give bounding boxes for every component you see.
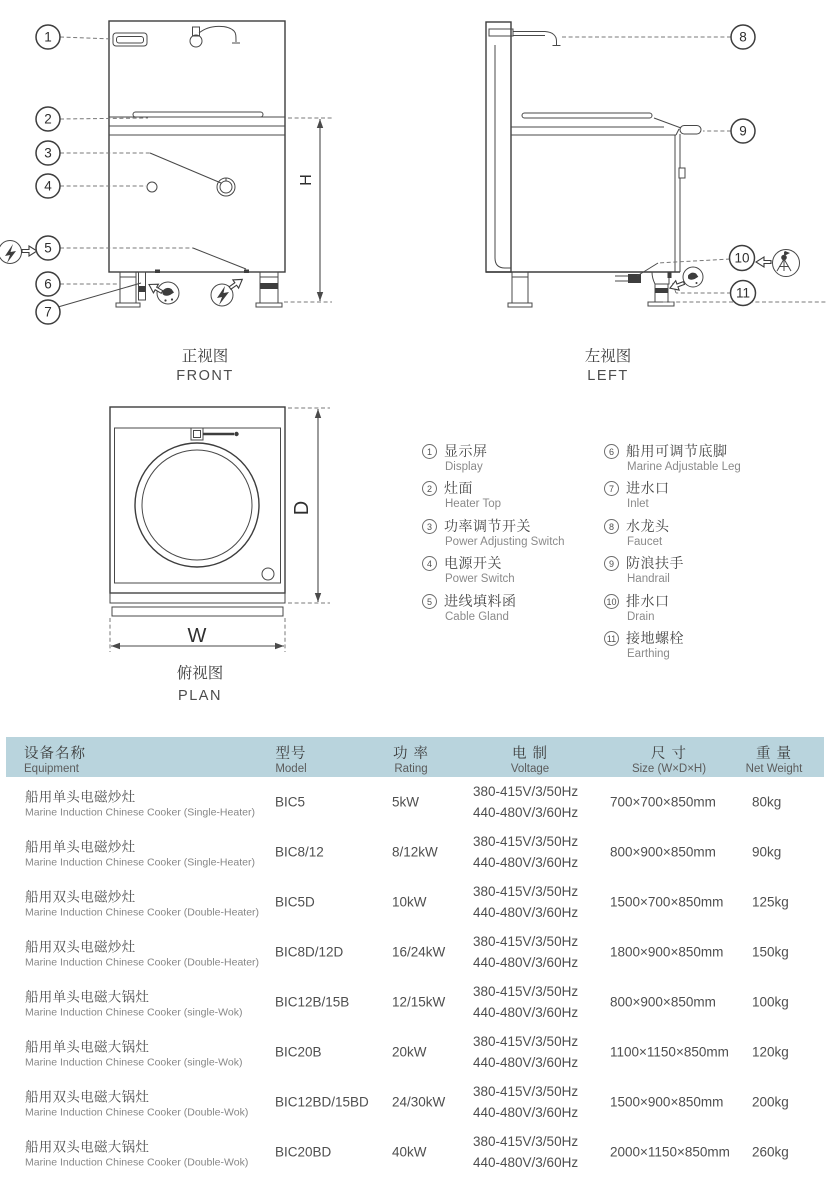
voltage-line-2: 440-480V/3/60Hz	[473, 1055, 579, 1070]
size-value: 700×700×850mm	[610, 794, 716, 810]
earthing-bolt-mark	[668, 272, 672, 278]
voltage-line-2: 440-480V/3/60Hz	[473, 805, 579, 820]
equipment-name	[25, 1036, 243, 1069]
size-value: 1500×900×850mm	[610, 1094, 724, 1110]
legend-number: 1	[422, 444, 437, 459]
col-header-rating-en: Rating	[394, 763, 428, 775]
equipment-name	[25, 1136, 248, 1169]
legend-label-zh: 船用可调节底脚	[626, 443, 728, 459]
equipment-name	[25, 786, 255, 819]
col-header-rating-zh: 功 率	[392, 746, 430, 762]
svg-text:3: 3	[44, 145, 52, 161]
voltage-line-1: 380-415V/3/50Hz	[473, 784, 579, 799]
col-header-model-en: Model	[275, 763, 307, 775]
front-view-title-zh: 正视图	[181, 348, 229, 365]
legend-label-en: Drain	[627, 610, 655, 623]
arrow-icon	[756, 257, 771, 267]
equipment-name-zh: 船用单头电磁大锅灶	[25, 1039, 150, 1055]
legend-label-zh: 灶面	[444, 480, 473, 497]
equipment-name-en: Marine Induction Chinese Cooker (single-Wok)	[25, 1006, 243, 1019]
model-value: BIC5	[275, 794, 306, 810]
callout-1	[36, 25, 60, 49]
left-view-title-zh: 左视图	[584, 348, 632, 365]
model-value: BIC5D	[275, 894, 315, 910]
legend-item	[604, 516, 830, 553]
legend-number: 7	[604, 481, 619, 496]
svg-text:4: 4	[44, 178, 52, 194]
power-knob	[217, 178, 235, 196]
callout-7	[36, 300, 60, 324]
legend-item	[604, 478, 830, 515]
voltage-line-1: 380-415V/3/50Hz	[473, 984, 579, 999]
legend-item	[422, 478, 604, 515]
equipment-name-en: Marine Induction Chinese Cooker (Double-Heater)	[25, 906, 260, 919]
equipment-name-zh: 船用单头电磁大锅灶	[25, 989, 150, 1005]
svg-text:8: 8	[739, 29, 747, 45]
size-value: 800×900×850mm	[610, 844, 716, 860]
legend-label-zh: 接地螺栓	[626, 629, 684, 646]
faucet-side	[489, 29, 561, 46]
equipment-name	[25, 1086, 248, 1119]
col-header-model-zh: 型号	[275, 746, 307, 762]
col-header-equipment-en: Equipment	[24, 763, 79, 775]
voltage-line-2: 440-480V/3/60Hz	[473, 955, 579, 970]
front-legs	[116, 272, 282, 307]
voltage-line-2: 440-480V/3/60Hz	[473, 1155, 579, 1170]
legend-label-en: Earthing	[627, 647, 670, 660]
model-value: BIC8D/12D	[275, 944, 344, 960]
callout-3	[36, 141, 60, 165]
legend-label-en: Display	[445, 461, 483, 473]
voltage-line-1: 380-415V/3/50Hz	[473, 1134, 579, 1149]
col-header-weight	[746, 742, 803, 775]
callout-5	[36, 236, 60, 260]
drain-pipe	[615, 272, 674, 306]
size-value: 1800×900×850mm	[610, 944, 724, 960]
col-header-equipment	[24, 742, 86, 775]
voltage-line-2: 440-480V/3/60Hz	[473, 905, 579, 920]
voltage-line-1: 380-415V/3/50Hz	[473, 1034, 579, 1049]
equipment-name-zh: 船用双头电磁炒灶	[25, 889, 136, 905]
weight-value: 100kg	[752, 994, 789, 1010]
svg-text:10: 10	[734, 250, 750, 266]
svg-text:9: 9	[739, 123, 747, 139]
table-row	[0, 877, 830, 927]
model-value: BIC8/12	[275, 844, 324, 860]
rating-value: 20kW	[392, 1044, 427, 1060]
legend-label-zh: 进线填料函	[444, 592, 517, 609]
table-row	[0, 1077, 830, 1127]
legend-label-zh: 电源开关	[444, 555, 502, 572]
legend	[408, 441, 830, 665]
legend-number: 3	[422, 519, 437, 534]
cable-gland-mark	[244, 270, 249, 274]
legend-item	[422, 591, 604, 628]
equipment-name-en: Marine Induction Chinese Cooker (Double-Wok)	[25, 1106, 249, 1119]
col-header-size-en: Size (W×D×H)	[631, 763, 707, 775]
col-header-weight-zh: 重 量	[755, 746, 793, 762]
weight-value: 90kg	[752, 844, 782, 860]
callout-2	[36, 107, 60, 131]
equipment-name-en: Marine Induction Chinese Cooker (Double-Wok)	[25, 1156, 249, 1169]
weight-value: 200kg	[752, 1094, 789, 1110]
equipment-name-en: Marine Induction Chinese Cooker (single-Wok)	[25, 1056, 243, 1069]
voltage-line-1: 380-415V/3/50Hz	[473, 1084, 579, 1099]
callout-11	[731, 281, 756, 306]
legend-number: 9	[604, 556, 619, 571]
legend-label-en: Faucet	[627, 535, 663, 548]
table-body	[0, 777, 830, 1177]
rating-value: 8/12kW	[392, 844, 438, 860]
legend-column-right	[604, 441, 830, 665]
display-window	[113, 33, 147, 46]
wok-opening	[135, 443, 259, 567]
weight-value: 260kg	[752, 1144, 789, 1160]
arrow-icon	[22, 246, 37, 256]
model-value: BIC20B	[275, 1044, 322, 1060]
legend-number: 2	[422, 481, 437, 496]
table-row	[0, 827, 830, 877]
equipment-name	[25, 936, 259, 969]
faucet-plan	[191, 428, 239, 440]
equipment-name-zh: 船用单头电磁炒灶	[25, 789, 136, 805]
voltage-value	[473, 1081, 578, 1123]
weight-value: 125kg	[752, 894, 789, 910]
legend-label-en: Marine Adjustable Leg	[627, 461, 741, 473]
lightning-icon	[0, 241, 22, 264]
col-header-model	[275, 742, 306, 775]
table-row	[0, 1127, 830, 1177]
voltage-line-2: 440-480V/3/60Hz	[473, 1005, 579, 1020]
voltage-value	[473, 781, 578, 823]
front-view-drawing	[0, 21, 332, 384]
rating-value: 5kW	[392, 794, 419, 810]
equipment-name-en: Marine Induction Chinese Cooker (Double-Heater)	[25, 956, 260, 969]
legend-item	[604, 628, 830, 665]
voltage-line-1: 380-415V/3/50Hz	[473, 884, 579, 899]
legend-number: 8	[604, 519, 619, 534]
col-header-rating	[393, 742, 429, 775]
faucet-front	[190, 26, 240, 47]
legend-item	[604, 553, 830, 590]
legend-label-en: Cable Gland	[445, 610, 509, 623]
col-header-voltage	[511, 742, 549, 775]
callout-8	[731, 25, 755, 49]
arrow-icon	[147, 280, 165, 296]
equipment-name	[25, 886, 259, 919]
legend-label-zh: 功率调节开关	[444, 517, 531, 534]
heater-top-tray	[133, 112, 263, 117]
voltage-value	[473, 931, 578, 973]
legend-number: 10	[604, 594, 619, 609]
power-switch	[147, 182, 157, 192]
drain-equipment-icon	[773, 250, 800, 277]
legend-column-left	[408, 441, 604, 665]
size-value: 2000×1150×850mm	[610, 1144, 730, 1160]
legend-label-en: Power Switch	[445, 573, 515, 586]
weight-value: 150kg	[752, 944, 789, 960]
voltage-line-2: 440-480V/3/60Hz	[473, 1105, 579, 1120]
left-view-drawing	[486, 22, 828, 384]
legend-label-zh: 防浪扶手	[626, 555, 684, 572]
legend-label-en: Power Adjusting Switch	[445, 535, 565, 548]
dim-w-label: W	[187, 625, 207, 647]
arrow-icon	[227, 275, 245, 292]
legend-label-zh: 排水口	[626, 592, 670, 609]
voltage-value	[473, 1131, 578, 1173]
legend-number: 6	[604, 444, 619, 459]
table-row	[0, 777, 830, 827]
size-value: 1500×700×850mm	[610, 894, 724, 910]
plan-view-title-en: PLAN	[178, 688, 222, 704]
voltage-line-1: 380-415V/3/50Hz	[473, 934, 579, 949]
table-row	[0, 927, 830, 977]
weight-value: 80kg	[752, 794, 782, 810]
model-value: BIC12B/15B	[275, 994, 350, 1010]
legend-item	[422, 553, 604, 590]
col-header-equipment-zh: 设备名称	[24, 746, 86, 762]
svg-text:11: 11	[735, 285, 751, 301]
cable-gland-mark	[155, 270, 160, 274]
legend-item	[604, 441, 830, 478]
size-value: 800×900×850mm	[610, 994, 716, 1010]
plan-view-drawing	[110, 407, 330, 704]
voltage-value	[473, 1031, 578, 1073]
legend-item	[604, 591, 830, 628]
legend-label-zh: 显示屏	[444, 443, 488, 459]
equipment-name-zh: 船用双头电磁大锅灶	[25, 1139, 150, 1155]
callout-6	[36, 272, 60, 296]
drain-hole	[262, 568, 274, 580]
dim-h-label: H	[298, 174, 315, 186]
svg-text:6: 6	[44, 276, 52, 292]
voltage-value	[473, 881, 578, 923]
callout-9	[731, 119, 755, 143]
model-value: BIC20BD	[275, 1144, 332, 1160]
rating-value: 10kW	[392, 894, 427, 910]
svg-text:1: 1	[44, 29, 52, 45]
equipment-name-en: Marine Induction Chinese Cooker (Single-Heater)	[25, 806, 255, 819]
equipment-name-zh: 船用双头电磁炒灶	[25, 939, 136, 955]
rating-value: 12/15kW	[392, 994, 446, 1010]
size-value: 1100×1150×850mm	[610, 1044, 729, 1060]
col-header-weight-en: Net Weight	[745, 763, 803, 775]
voltage-value	[473, 981, 578, 1023]
svg-text:5: 5	[44, 240, 52, 256]
equipment-name-zh: 船用单头电磁炒灶	[25, 839, 136, 855]
model-value: BIC12BD/15BD	[275, 1094, 369, 1110]
legend-label-zh: 进水口	[626, 480, 670, 497]
dimension-h	[284, 118, 332, 302]
equipment-name-zh: 船用双头电磁大锅灶	[25, 1089, 150, 1105]
legend-item	[422, 516, 604, 553]
plan-view-title-zh: 俯视图	[176, 665, 224, 682]
water-tap-icon	[683, 267, 703, 287]
svg-text:2: 2	[44, 111, 52, 127]
table-row	[0, 977, 830, 1027]
weight-value: 120kg	[752, 1044, 789, 1060]
arrow-icon	[668, 278, 686, 293]
equipment-name	[25, 986, 243, 1019]
left-view-leg	[508, 272, 532, 307]
front-view-title-en: FRONT	[176, 368, 234, 384]
callout-10	[730, 246, 755, 271]
legend-number: 4	[422, 556, 437, 571]
legend-label-en: Heater Top	[445, 498, 502, 511]
equipment-name	[25, 836, 255, 869]
legend-label-en: Handrail	[627, 573, 670, 586]
col-header-size	[632, 742, 706, 775]
legend-item	[422, 441, 604, 478]
callout-4	[36, 174, 60, 198]
equipment-name-en: Marine Induction Chinese Cooker (Single-Heater)	[25, 856, 255, 869]
legend-number: 5	[422, 594, 437, 609]
handrail	[680, 126, 701, 135]
dimension-w	[110, 618, 285, 652]
legend-number: 11	[604, 631, 619, 646]
legend-label-en: Inlet	[627, 498, 649, 511]
col-header-voltage-zh: 电 制	[511, 746, 549, 762]
rating-value: 16/24kW	[392, 944, 446, 960]
table-row	[0, 1027, 830, 1077]
col-header-size-zh: 尺 寸	[650, 746, 688, 762]
svg-text:7: 7	[44, 304, 52, 320]
voltage-value	[473, 831, 578, 873]
rating-value: 24/30kW	[392, 1094, 446, 1110]
voltage-line-1: 380-415V/3/50Hz	[473, 834, 579, 849]
left-view-title-en: LEFT	[587, 368, 629, 384]
dim-d-label: D	[291, 500, 313, 516]
rating-value: 40kW	[392, 1144, 427, 1160]
col-header-voltage-en: Voltage	[510, 763, 550, 775]
voltage-line-2: 440-480V/3/60Hz	[473, 855, 579, 870]
legend-label-zh: 水龙头	[626, 517, 670, 534]
dimension-d	[288, 408, 330, 603]
